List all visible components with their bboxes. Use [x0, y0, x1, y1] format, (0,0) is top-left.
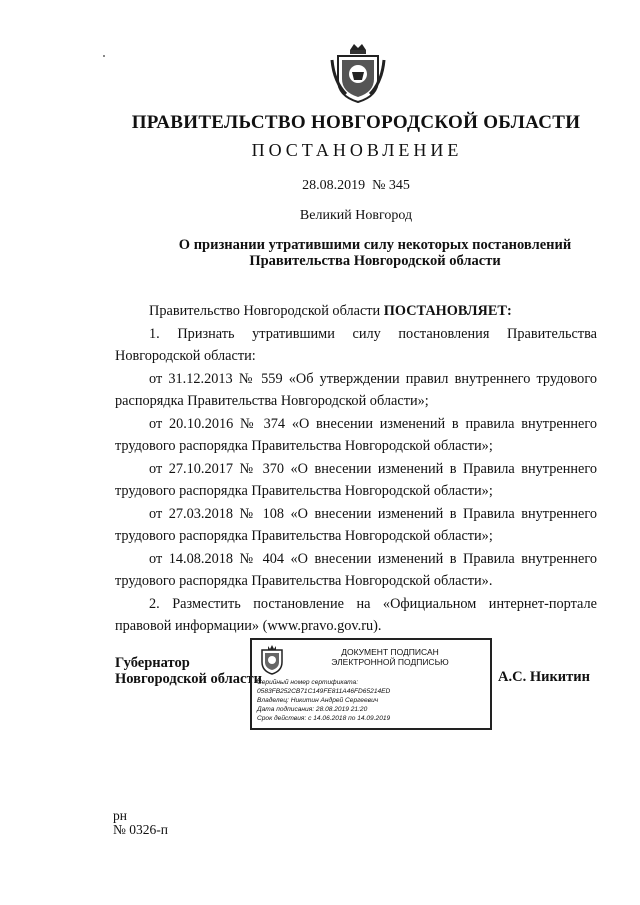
- certificate-details: [257, 678, 489, 723]
- repealed-act: от 14.08.2018 № 404 «О внесении изменений в Правила внутреннего трудового распорядка Правительства Новгородской области».: [115, 550, 597, 589]
- item-2: 2. Разместить постановление на «Официальном интернет-портале правовой информации» (www.pravo.gov.ru).: [115, 595, 597, 634]
- scan-speck: [103, 55, 105, 57]
- date-and-number: 28.08.2019 № 345: [302, 178, 410, 193]
- item-1: 1. Признать утратившими силу постановления Правительства Новгородской области:: [115, 325, 597, 364]
- electronic-signature-stamp: [250, 638, 492, 730]
- signatory-post: [115, 655, 262, 687]
- coat-of-arms-icon: [258, 644, 286, 676]
- footer: [113, 809, 168, 837]
- city: Великий Новгород: [299, 208, 413, 223]
- document-type: ПОСТАНОВЛЕНИЕ: [251, 140, 463, 160]
- repealed-act: от 27.03.2018 № 108 «О внесении изменений в Правила внутреннего трудового распорядка Правительства Новгородской области»;: [115, 505, 597, 544]
- government-name: ПРАВИТЕЛЬСТВО НОВГОРОДСКОЙ ОБЛАСТИ: [131, 112, 581, 133]
- repealed-act: от 27.10.2017 № 370 «О внесении изменений в Правила внутреннего трудового распорядка Правительства Новгородской области»;: [115, 460, 597, 499]
- certificate-number: 0583FB252CB71C149FE811A46FD65214ED: [257, 688, 391, 695]
- certificate-owner: Владелец: Никитин Андрей Сергеевич: [257, 697, 379, 704]
- decree-intro-keyword: ПОСТАНОВЛЯЕТ:: [383, 303, 512, 319]
- stamp-heading-line-2: ЭЛЕКТРОННОЙ ПОДПИСЬЮ: [331, 657, 449, 667]
- signatory-post-line-1: Губернатор: [115, 655, 190, 671]
- decree-intro: [115, 300, 597, 323]
- certificate-validity: Срок действия: с 14.06.2018 по 14.09.2019: [257, 715, 391, 722]
- subject-line-2: Правительства Новгородской области: [249, 253, 501, 269]
- document-body: [115, 300, 597, 638]
- signatory-name: А.С. Никитин: [498, 669, 590, 685]
- certificate-label: Серийный номер сертификата:: [257, 679, 359, 686]
- subject-line-1: О признании утратившими силу некоторых постановлений: [178, 237, 572, 253]
- signatory-post-line-2: Новгородской области: [115, 671, 262, 687]
- signing-date: Дата подписания: 28.08.2019 21:20: [257, 706, 368, 713]
- repealed-act: от 20.10.2016 № 374 «О внесении изменений в правила внутреннего трудового распорядка Правительства Новгородской области»;: [115, 415, 597, 454]
- registration-number: № 0326-п: [113, 822, 168, 837]
- coat-of-arms-icon: [330, 42, 386, 104]
- document-subject: [155, 237, 595, 269]
- executor-initials: рн: [113, 808, 127, 823]
- decree-intro-text: Правительство Новгородской области: [149, 303, 384, 319]
- stamp-heading-line-1: ДОКУМЕНТ ПОДПИСАН: [341, 647, 439, 657]
- stamp-heading: [290, 647, 490, 667]
- repealed-act: от 31.12.2013 № 559 «Об утверждении правил внутреннего трудового распорядка Правительства Новгородской области»;: [115, 370, 597, 409]
